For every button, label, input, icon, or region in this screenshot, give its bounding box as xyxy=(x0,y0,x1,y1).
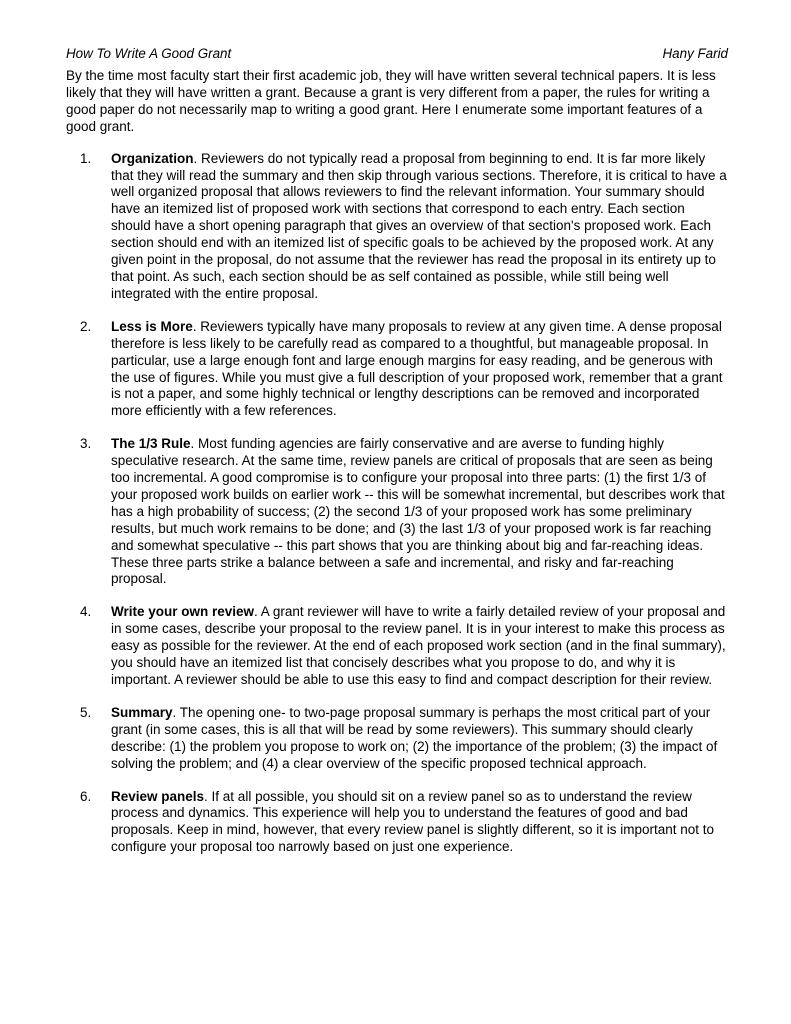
list-item xyxy=(66,436,728,588)
item-text: . Most funding agencies are fairly conservative and are averse to funding highly speculative research. At the same time, review panels are critical of proposals that are seen as being too incremental. A good compromise is to configure your proposal into three parts: (1) the first 1/3 of your proposed work builds on earlier work -- this will be somewhat incremental, but describes work that has a high probability of success; (2) the second 1/3 of your proposed work has some preliminary results, but much work remains to be done; and (3) the last 1/3 of your proposed work is far reaching and somewhat speculative -- this part shows that you are thinking about big and far-reaching ideas. These three parts strike a balance between a safe and incremental, and risky and far-reaching proposal. xyxy=(111,436,725,587)
item-text: . A grant reviewer will have to write a fairly detailed review of your proposal and in some cases, describe your proposal to the review panel. It is in your interest to make this process as easy as possible for the reviewer. At the end of each proposed work section (and in the final summary), you should have an itemized list that concisely describes what you propose to do, and why it is important. A reviewer should be able to use this easy to find and compact description for their review. xyxy=(111,604,726,687)
list-item xyxy=(66,705,728,773)
header-author: Hany Farid xyxy=(662,46,728,61)
item-text: . The opening one- to two-page proposal summary is perhaps the most critical part of your grant (in some cases, this is all that will be read by some reviewers). This summary should clearly describe: (1) the problem you propose to work on; (2) the importance of the problem; (3) the impact of solving the problem; and (4) a clear overview of the specific proposed technical approach. xyxy=(111,704,718,771)
item-text: . Reviewers do not typically read a proposal from beginning to end. It is far more likely that they will read the summary and then skip through various sections. Therefore, it is critical to have a well organized proposal that allows reviewers to find the relevant information. Your summary should have an itemized list of proposed work with sections that correspond to each entry. Each section should have a short opening paragraph that gives an overview of that section's proposed work. Each section should end with an itemized list of specific goals to be achieved by the proposed work. At any given point in the proposal, do not assume that the reviewer has read the proposal in its entirety up to that point. As such, each section should be as self contained as possible, while still being well integrated with the entire proposal. xyxy=(111,150,727,301)
item-title: Review panels xyxy=(111,788,205,804)
item-number: 2. xyxy=(80,318,92,334)
item-number: 6. xyxy=(80,788,92,804)
item-number: 5. xyxy=(80,704,92,720)
item-text: . Reviewers typically have many proposals to review at any given time. A dense proposal therefore is less likely to be carefully read as compared to a thoughtful, but manageable proposal. In particular, use a large enough font and large enough margins for easy reading, and be generous with the use of figures. While you must give a full description of your proposed work, remember that a grant is not a paper, and some highly technical or lengthy descriptions can be removed and incorporated more efficiently with a few references. xyxy=(111,318,723,419)
item-title: Organization xyxy=(111,150,194,166)
list-item xyxy=(66,319,728,420)
list-item xyxy=(66,604,728,689)
item-number: 3. xyxy=(80,436,92,452)
item-number: 1. xyxy=(80,150,92,166)
list-item xyxy=(66,789,728,857)
item-title: Write your own review xyxy=(111,604,255,620)
list-item xyxy=(66,151,728,303)
item-title: Less is More xyxy=(111,318,193,334)
intro-paragraph: By the time most faculty start their first academic job, they will have written several technical papers. It is less likely that they will have written a grant. Because a grant is very different from a paper, the rules for writing a good paper do not necessarily map to writing a good grant. Here I enumerate some important features of a good grant. xyxy=(66,68,716,134)
header-document-title: How To Write A Good Grant xyxy=(66,46,232,61)
item-title: Summary xyxy=(111,704,173,720)
item-number: 4. xyxy=(80,604,92,620)
numbered-list xyxy=(66,151,728,857)
document-page xyxy=(66,44,728,872)
running-header xyxy=(66,44,728,64)
item-title: The 1/3 Rule xyxy=(111,436,191,452)
item-text: . If at all possible, you should sit on a review panel so as to understand the review process and dynamics. This experience will help you to understand the features of good and bad proposals. Keep in mind, however, that every review panel is slightly different, so it is important not to configure your proposal too narrowly based on just one experience. xyxy=(111,788,715,855)
